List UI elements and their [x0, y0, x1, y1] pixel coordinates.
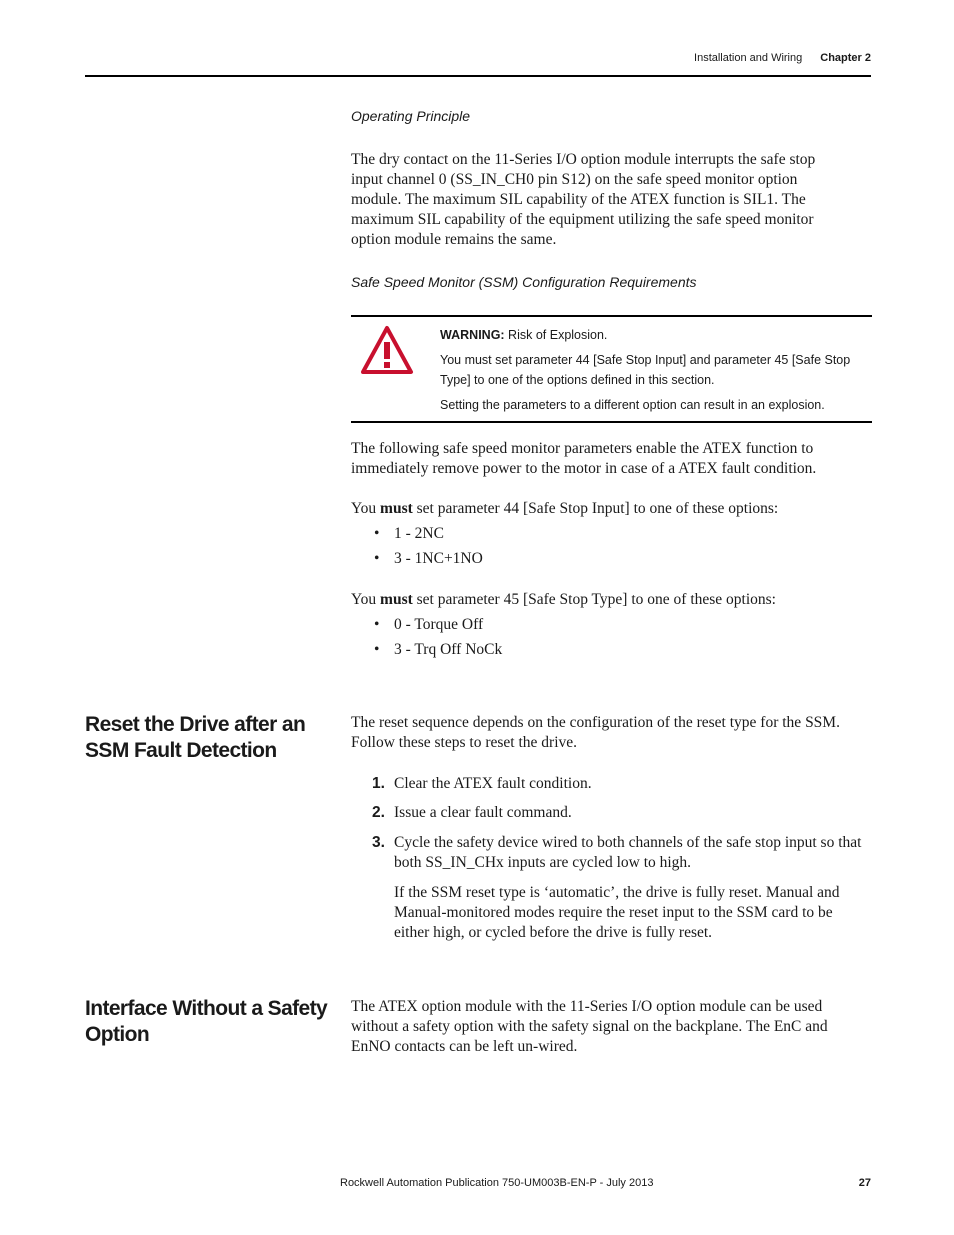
- list-item: • 3 - 1NC+1NO: [374, 549, 483, 574]
- warning-line-2: Setting the parameters to a different option can result in an explosion.: [440, 398, 825, 412]
- reset-section-heading: Reset the Drive after an SSM Fault Detection: [85, 713, 306, 762]
- param-44-options: [374, 524, 483, 574]
- footer-publication: Rockwell Automation Publication 750-UM003B-EN-P - July 2013: [340, 1177, 654, 1189]
- warning-label: WARNING:: [440, 328, 505, 342]
- step-note: [372, 883, 871, 943]
- reset-steps: [372, 774, 871, 943]
- step-number: 2.: [372, 804, 385, 821]
- running-header: [0, 52, 871, 64]
- header-section: Installation and Wiring: [694, 52, 803, 64]
- warning-line-1: You must set parameter 44 [Safe Stop Input] and parameter 45 [Safe Stop Type] to one of the options defined in this section.: [440, 353, 851, 387]
- param-44-must: must: [380, 500, 413, 517]
- operating-principle-heading: Operating Principle: [351, 108, 471, 124]
- warning-title: Risk of Explosion.: [504, 328, 608, 342]
- header-rule: [85, 75, 871, 77]
- param-45-must: must: [380, 591, 413, 608]
- warning-box: [351, 315, 872, 423]
- params-intro: The following safe speed monitor parameters enable the ATEX function to immediately remove power to the motor in case of a ATEX fault condition.: [351, 440, 817, 477]
- step-text: Clear the ATEX fault condition.: [394, 775, 592, 792]
- operating-principle-paragraph: The dry contact on the 11-Series I/O option module interrupts the safe stop input channel 0 (SS_IN_CH0 pin S12) on the safe speed monitor option module. The maximum SIL capability of the ATEX function is SIL1. The maximum SIL capability of the equipment utilizing the safe speed monitor option module remains the same.: [351, 151, 816, 248]
- param-45-post: set parameter 45 [Safe Stop Type] to one of these options:: [412, 591, 776, 608]
- list-item: • 3 - Trq Off NoCk: [374, 640, 502, 665]
- reset-intro: The reset sequence depends on the configuration of the reset type for the SSM. Follow these steps to reset the drive.: [351, 714, 840, 751]
- param-45-options: [374, 615, 502, 665]
- list-item: [372, 774, 871, 794]
- exclamation-triangle-icon: [360, 325, 414, 375]
- list-item: [372, 833, 871, 873]
- step-number: 3.: [372, 834, 385, 851]
- warning-text: [440, 325, 872, 420]
- warning-title-line: [440, 325, 872, 345]
- ssm-config-heading: Safe Speed Monitor (SSM) Configuration Requirements: [351, 274, 697, 290]
- param-45-pre: You: [351, 591, 381, 608]
- step-note-text: If the SSM reset type is ‘automatic’, the drive is fully reset. Manual and Manual-monitored modes require the reset input to the SSM card to be either high, or cycled before the drive is fully reset.: [394, 884, 840, 941]
- header-chapter: Chapter 2: [820, 52, 871, 64]
- list-item: [372, 803, 871, 823]
- step-text: Issue a clear fault command.: [394, 804, 572, 821]
- interface-section-heading: Interface Without a Safety Option: [85, 997, 328, 1046]
- step-text: Cycle the safety device wired to both channels of the safe stop input so that both SS_IN_CHx inputs are cycled low to high.: [394, 834, 862, 871]
- page-number: 27: [858, 1177, 871, 1189]
- step-number: 1.: [372, 775, 385, 792]
- interface-paragraph: The ATEX option module with the 11-Series I/O option module can be used without a safety option with the safety signal on the backplane. The EnC and EnNO contacts can be left un-wired.: [351, 998, 828, 1055]
- param-44-post: set parameter 44 [Safe Stop Input] to one of these options:: [412, 500, 779, 517]
- param-45-sentence: [351, 590, 871, 610]
- list-item: • 0 - Torque Off: [374, 615, 502, 640]
- param-44-sentence: [351, 499, 871, 519]
- list-item: • 1 - 2NC: [374, 524, 483, 549]
- param-44-pre: You: [351, 500, 381, 517]
